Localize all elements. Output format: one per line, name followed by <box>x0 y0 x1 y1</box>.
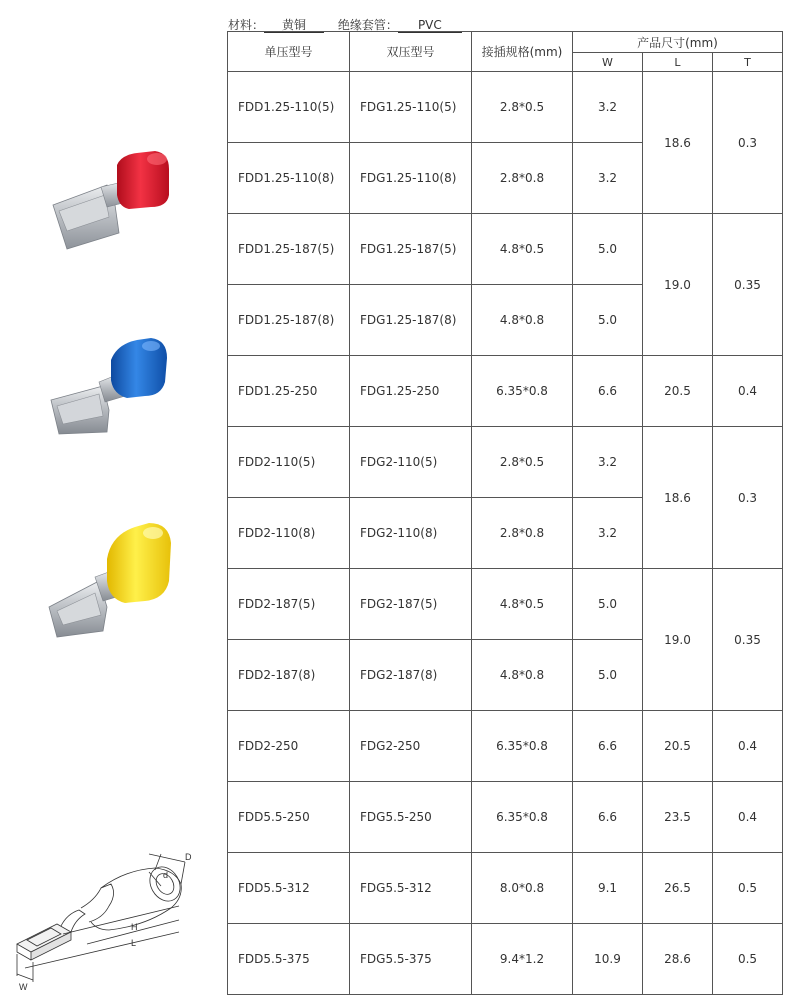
table-row <box>228 853 783 924</box>
w-cell: 10.9 <box>573 924 643 995</box>
spec-cell: 4.8*0.8 <box>472 640 573 711</box>
single-model-cell: FDD2-187(5) <box>228 569 350 640</box>
spec-cell: 9.4*1.2 <box>472 924 573 995</box>
double-model-cell: FDG1.25-187(5) <box>350 214 472 285</box>
l-cell: 20.5 <box>643 711 713 782</box>
t-cell: 0.3 <box>713 72 783 214</box>
single-model-cell: FDD1.25-187(8) <box>228 285 350 356</box>
drawing-label-h: H <box>131 922 138 932</box>
header-t: T <box>713 53 783 72</box>
single-model-cell: FDD2-187(8) <box>228 640 350 711</box>
w-cell: 3.2 <box>573 498 643 569</box>
double-model-cell: FDG1.25-110(5) <box>350 72 472 143</box>
t-cell: 0.35 <box>713 214 783 356</box>
l-cell: 28.6 <box>643 924 713 995</box>
double-model-cell: FDG2-187(8) <box>350 640 472 711</box>
spec-cell: 8.0*0.8 <box>472 853 573 924</box>
yellow-terminal-image <box>45 515 175 640</box>
w-cell: 3.2 <box>573 427 643 498</box>
insulation-value: PVC <box>398 19 462 33</box>
t-cell: 0.5 <box>713 924 783 995</box>
w-cell: 5.0 <box>573 214 643 285</box>
spec-table <box>227 31 783 995</box>
drawing-label-d-outer: D <box>185 852 192 862</box>
terminal-dimension-drawing <box>5 848 210 1003</box>
header-w: W <box>573 53 643 72</box>
material-label: 材料： <box>228 18 265 32</box>
w-cell: 5.0 <box>573 640 643 711</box>
table-row <box>228 72 783 143</box>
header-single-model: 单压型号 <box>228 32 350 72</box>
w-cell: 6.6 <box>573 711 643 782</box>
double-model-cell: FDG1.25-110(8) <box>350 143 472 214</box>
double-model-cell: FDG2-187(5) <box>350 569 472 640</box>
spec-cell: 2.8*0.8 <box>472 498 573 569</box>
single-model-cell: FDD1.25-250 <box>228 356 350 427</box>
table-row <box>228 427 783 498</box>
w-cell: 3.2 <box>573 143 643 214</box>
double-model-cell: FDG5.5-375 <box>350 924 472 995</box>
w-cell: 5.0 <box>573 569 643 640</box>
single-model-cell: FDD1.25-187(5) <box>228 214 350 285</box>
spec-cell: 4.8*0.5 <box>472 214 573 285</box>
l-cell: 18.6 <box>643 72 713 214</box>
drawing-label-w: W <box>19 982 28 992</box>
t-cell: 0.4 <box>713 711 783 782</box>
single-model-cell: FDD2-110(5) <box>228 427 350 498</box>
w-cell: 6.6 <box>573 782 643 853</box>
spec-cell: 6.35*0.8 <box>472 782 573 853</box>
drawing-label-l: L <box>131 938 137 948</box>
blue-terminal-image <box>45 330 175 440</box>
header-spec: 接插规格(mm) <box>472 32 573 72</box>
red-terminal-image <box>45 145 175 255</box>
spec-cell: 4.8*0.5 <box>472 569 573 640</box>
l-cell: 26.5 <box>643 853 713 924</box>
table-row <box>228 569 783 640</box>
t-cell: 0.4 <box>713 356 783 427</box>
w-cell: 5.0 <box>573 285 643 356</box>
spec-cell: 2.8*0.8 <box>472 143 573 214</box>
spec-cell: 6.35*0.8 <box>472 711 573 782</box>
l-cell: 18.6 <box>643 427 713 569</box>
table-row <box>228 711 783 782</box>
w-cell: 6.6 <box>573 356 643 427</box>
spec-cell: 4.8*0.8 <box>472 285 573 356</box>
single-model-cell: FDD5.5-375 <box>228 924 350 995</box>
double-model-cell: FDG2-110(8) <box>350 498 472 569</box>
table-row <box>228 356 783 427</box>
header-double-model: 双压型号 <box>350 32 472 72</box>
table-row <box>228 924 783 995</box>
double-model-cell: FDG5.5-312 <box>350 853 472 924</box>
t-cell: 0.3 <box>713 427 783 569</box>
w-cell: 3.2 <box>573 72 643 143</box>
double-model-cell: FDG1.25-250 <box>350 356 472 427</box>
double-model-cell: FDG2-110(5) <box>350 427 472 498</box>
spec-cell: 2.8*0.5 <box>472 72 573 143</box>
w-cell: 9.1 <box>573 853 643 924</box>
single-model-cell: FDD1.25-110(5) <box>228 72 350 143</box>
table-row <box>228 214 783 285</box>
double-model-cell: FDG5.5-250 <box>350 782 472 853</box>
l-cell: 20.5 <box>643 356 713 427</box>
single-model-cell: FDD5.5-250 <box>228 782 350 853</box>
l-cell: 19.0 <box>643 569 713 711</box>
spec-cell: 2.8*0.5 <box>472 427 573 498</box>
table-row <box>228 782 783 853</box>
double-model-cell: FDG1.25-187(8) <box>350 285 472 356</box>
t-cell: 0.35 <box>713 569 783 711</box>
l-cell: 23.5 <box>643 782 713 853</box>
header-l: L <box>643 53 713 72</box>
double-model-cell: FDG2-250 <box>350 711 472 782</box>
header-product-size: 产品尺寸(mm) <box>573 32 783 53</box>
t-cell: 0.5 <box>713 853 783 924</box>
material-value: 黄铜 <box>264 19 324 33</box>
insulation-label: 绝缘套管： <box>337 18 398 32</box>
single-model-cell: FDD1.25-110(8) <box>228 143 350 214</box>
spec-cell: 6.35*0.8 <box>472 356 573 427</box>
l-cell: 19.0 <box>643 214 713 356</box>
single-model-cell: FDD2-250 <box>228 711 350 782</box>
t-cell: 0.4 <box>713 782 783 853</box>
drawing-label-d-inner: d <box>163 870 169 880</box>
single-model-cell: FDD2-110(8) <box>228 498 350 569</box>
single-model-cell: FDD5.5-312 <box>228 853 350 924</box>
